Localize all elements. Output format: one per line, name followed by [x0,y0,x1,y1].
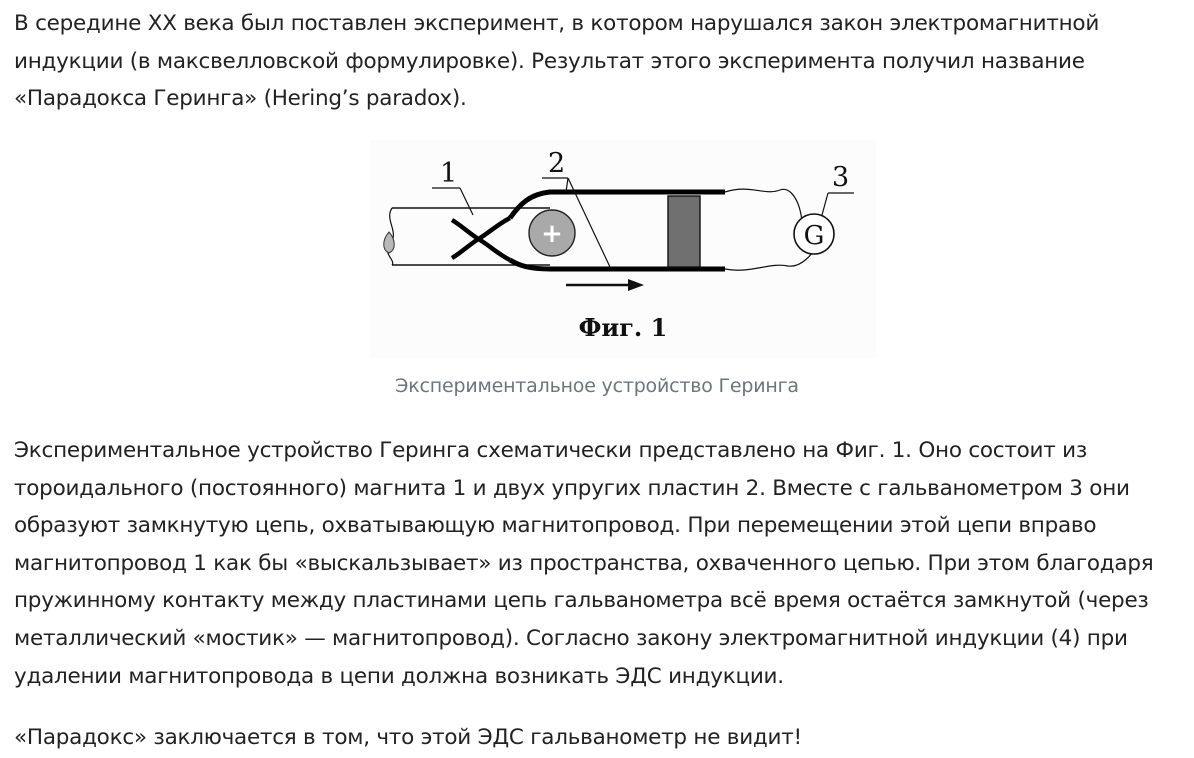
spring-contacts [452,218,510,260]
figure-caption: Экспериментальное устройство Геринга [395,375,799,397]
hering-apparatus-figure [370,140,876,358]
magnet-rod [387,208,550,265]
conclusion-paragraph: «Парадокс» заключается в том, что этой ЭДС гальванометр не видит! [14,725,802,750]
galvanometer [794,214,834,254]
magnet-cross-section [529,210,575,256]
label-magnet: 1 [440,158,458,189]
label-galvanometer: 3 [832,162,850,193]
break-mark [384,232,395,253]
polarity-symbol: + [541,219,563,249]
bridge-block [668,196,700,267]
figure-title: Фиг. 1 [578,313,668,342]
intro-paragraph: В середине XX века был поставлен эксперимент, в котором нарушался закон электромагнитной индукции (в максвелловской формулировке). Результат этого эксперимента получил название «Парадокса Геринга» (Hering’s paradox). [14,11,1100,112]
motion-arrow [566,279,644,291]
description-paragraph: Экспериментальное устройство Геринга схематически представлено на Фиг. 1. Оно состоит из тороидального (постоянного) магнита 1 и двух упругих пластин 2. Вместе с гальванометром 3 они образуют замкнутую цепь, охватывающую магнитопровод. При перемещении этой цепи вправо магнитопровод 1 как бы «выскальзывает» из пространства, охваченного цепью. При этом благодаря пружинному контакту между пластинами цепь гальванометра всё время остаётся замкнутой (через металлический «мостик» — магнитопровод). Согласно закону электромагнитной индукции (4) при удалении магнитопровода в цепи должна возникать ЭДС индукции. [14,438,1154,689]
galvanometer-symbol: G [803,221,825,251]
label-plates: 2 [548,148,566,179]
